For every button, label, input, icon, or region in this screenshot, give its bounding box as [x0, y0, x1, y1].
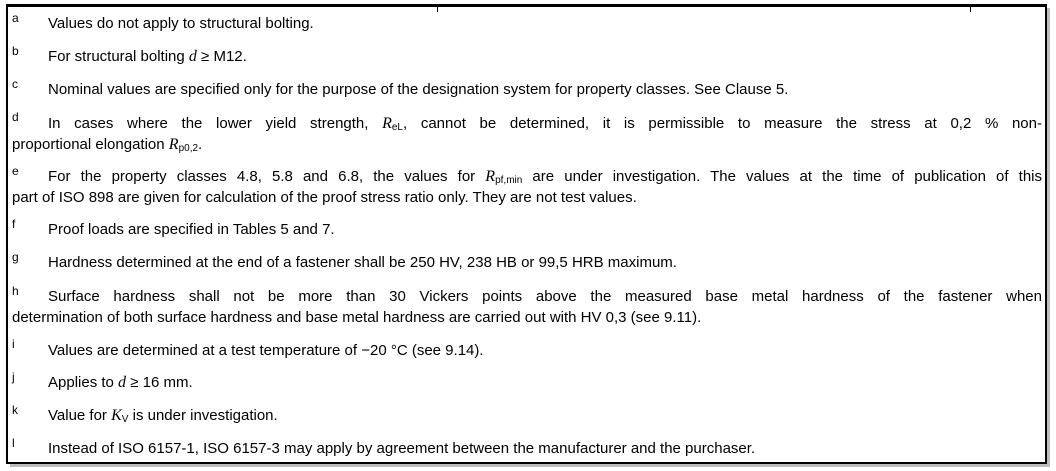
footnote-a-text: Values do not apply to structural bolting. [48, 15, 314, 32]
footnote-mark-k: k [12, 403, 18, 417]
footnote-mark-i: i [12, 337, 15, 351]
footnote-mark-e: e [12, 164, 19, 178]
column-tick [437, 7, 438, 12]
footnote-i [12, 341, 1042, 361]
footnote-g-text: Hardness determined at the end of a fastener shall be 250 HV, 238 HB or 99,5 HRB maximum. [48, 254, 677, 271]
footnote-e: For the property classes 4.8, 5.8 and 6.8, the values for $R_{pf,min}$ are under investigation. The values at the time of publication of this part of ISO 898 are given for calculation of the proof stress ratio only. They are not test values. [12, 168, 1042, 206]
frame-shadow-bottom [10, 464, 1050, 467]
footnote-a [12, 11, 1042, 34]
footnote-j: Applies to d ≥ 16 mm. [48, 374, 193, 391]
footnote-mark-l: l [12, 436, 15, 450]
footnote-mark-a: a [12, 11, 19, 25]
column-tick [970, 7, 971, 12]
footnote-h: Surface hardness shall not be more than 30 Vickers points above the measured base metal hardness of the fastener when determination of both surface hardness and base metal hardness are carried out with HV 0,3 (see 9.11). [12, 288, 1042, 326]
footnote-f [12, 217, 1042, 240]
footnote-i-text: Values are determined at a test temperature of −20 °C (see 9.14). [48, 342, 484, 359]
footnote-c [12, 77, 1042, 100]
footnote-mark-c: c [12, 77, 18, 91]
footnote-l-text: Instead of ISO 6157-1, ISO 6157-3 may apply by agreement between the manufacturer and the purchaser. [48, 440, 756, 457]
footnote-b: For structural bolting d ≥ M12. [48, 48, 247, 65]
footnote-f-text: Proof loads are specified in Tables 5 and 7. [48, 221, 335, 238]
footnote-mark-b: b [12, 44, 19, 58]
footnote-l [12, 436, 1042, 459]
footnote-mark-h: h [12, 284, 19, 298]
footnote-mark-g: g [12, 250, 19, 264]
footnote-d: In cases where the lower yield strength, $R_{eL}$, cannot be determined, it is permissible to measure the stress at 0,2 % non- proportional elongation $R_{p0,2}$. [12, 115, 1042, 154]
frame-shadow-right [1047, 8, 1050, 467]
footnote-mark-d: d [12, 110, 19, 124]
footnote-mark-f: f [12, 217, 16, 231]
footnote-g [12, 250, 1042, 273]
footnote-c-text: Nominal values are specified only for the purpose of the designation system for property classes. See Clause 5. [48, 81, 789, 98]
footnote-k: Value for $K_V$ is under investigation. [48, 407, 278, 425]
footnote-mark-j: j [12, 370, 15, 384]
